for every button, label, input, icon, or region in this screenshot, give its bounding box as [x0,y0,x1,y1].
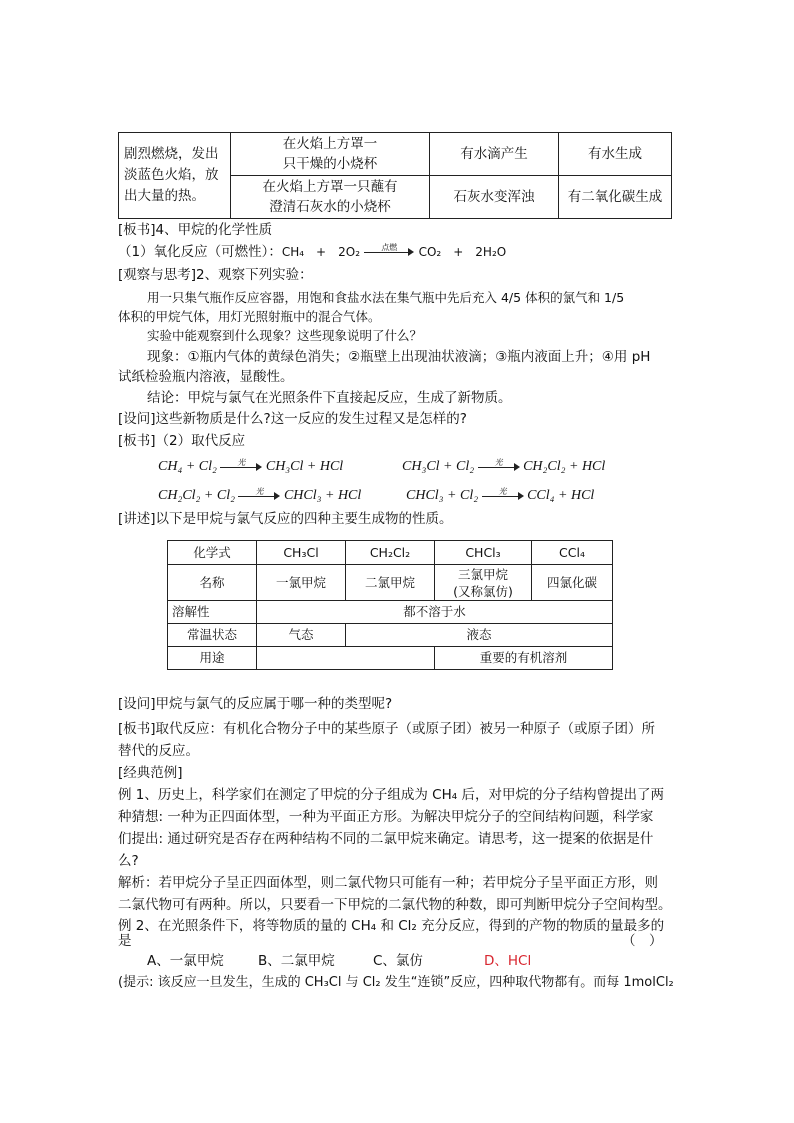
operation-cell: 在火焰上方罩一 只干燥的小烧杯 [231,133,430,176]
reaction-arrow: 光 [478,458,520,476]
example-1-text: 们提出: 通过研究是否存在两种结构不同的二氯甲烷来确定。请思考，这一提案的依据是什 [118,831,654,847]
header-ccl4: CCl₄ [532,541,613,565]
chloromethane-properties-table [167,540,613,670]
analysis-text: 解析：若甲烷分子呈正四面体型，则二氯代物只可能有一种；若甲烷分子呈平面正方形，则 [118,875,658,891]
answer-blank: （ ） [622,933,663,949]
phenomenon-cell: 剧烈燃烧，发出 淡蓝色火焰，放 出大量的热。 [119,133,231,219]
row-label-name: 名称 [168,565,257,601]
reaction-arrow: 光 [238,487,280,505]
equation-lhs: CH₄ + 2O₂ [281,245,361,259]
experiment-question: 实验中能观察到什么现象？这些现象说明了什么？ [147,328,423,343]
substitution-equation-3: CH₂Cl₂ + Cl₂ 光 CHCl₃ + HCl [158,487,362,504]
example-1-text: 例 1、历史上，科学家们在测定了甲烷的分子组成为 CH₄ 后，对甲烷的分子结构曾提出了两 [118,787,664,803]
examples-heading: [经典范例] [118,765,183,781]
name-cell: 一氯甲烷 [257,565,346,601]
name-cell: 二氯甲烷 [346,565,435,601]
header-ch2cl2: CH₂Cl₂ [346,541,435,565]
state-cell: 液态 [346,624,613,647]
option-d: D、HCl [484,953,532,969]
phenomenon-text: 试纸检验瓶内溶液，显酸性。 [118,369,294,385]
example-2-text: 例 2、在光照条件下，将等物质的量的 CH₄ 和 Cl₂ 充分反应，得到的产物的物质的量最多的 [118,918,665,934]
oxidation-equation [118,243,506,261]
question-text: [设问]甲烷与氯气的反应属于哪一种的类型呢? [118,696,393,712]
conclusion-cell: 有水生成 [559,133,672,176]
example-2-text: 是 [118,933,132,949]
observation-heading: [观察与思考]2、观察下列实验： [118,267,313,283]
header-chcl3: CHCl₃ [435,541,532,565]
example-1-text: 么? [118,853,139,869]
option-c: C、氯仿 [373,953,423,969]
question-text: [设问]这些新物质是什么?这一反应的发生过程又是怎样的? [118,411,467,427]
usage-cell: 重要的有机溶剂 [435,647,613,670]
equation-prefix: （1）氧化反应（可燃性）： [118,244,282,260]
header-formula: 化学式 [168,541,257,565]
lecture-text: [讲述]以下是甲烷与氯气反应的四种主要生成物的性质。 [118,511,453,527]
conclusion-cell: 有二氧化碳生成 [559,176,672,219]
analysis-text: 二氯代物可有两种。所以，只要看一下甲烷的二氯代物的种数，即可判断甲烷分子空间构型。 [118,897,672,913]
observation-cell: 有水滴产生 [430,133,559,176]
row-label-state: 常温状态 [168,624,257,647]
reaction-arrow: 光 [482,487,524,505]
conclusion-text: 结论：甲烷与氯气在光照条件下直接起反应，生成了新物质。 [147,390,512,406]
name-cell: 四氯化碳 [532,565,613,601]
hint-text: (提示: 该反应一旦发生，生成的 CH₃Cl 与 Cl₂ 发生“连锁”反应，四种取代物都有。而每 1molCl₂ [118,975,674,990]
option-a: A、一氯甲烷 [147,953,224,969]
experiment-text: 用一只集气瓶作反应容器，用饱和食盐水法在集气瓶中先后充入 4/5 体积的氯气和 1/5 [147,290,625,305]
experiment-text: 体积的甲烷气体，用灯光照射瓶中的混合气体。 [118,309,381,324]
phenomenon-text: 现象：①瓶内气体的黄绿色消失；②瓶壁上出现油状液滴；③瓶内液面上升；④用 pH [147,349,651,365]
header-ch3cl: CH₃Cl [257,541,346,565]
state-cell: 气态 [257,624,346,647]
reaction-arrow: 光 [220,458,262,476]
example-1-text: 种猜想: 一种为正四面体型，一种为平面正方形。为解决甲烷分子的空间结构问题，科学家 [118,809,654,825]
row-label-solubility: 溶解性 [168,601,257,624]
operation-cell: 在火焰上方罩一只蘸有 澄清石灰水的小烧杯 [231,176,430,219]
option-b: B、二氯甲烷 [258,953,335,969]
usage-cell-empty [257,647,435,670]
substitution-equation-4: CHCl₃ + Cl₂ 光 CCl₄ + HCl [406,487,595,504]
definition-text: [板书]取代反应：有机化合物分子中的某些原子（或原子团）被另一种原子（或原子团）所 [118,721,656,737]
substitution-heading: [板书]（2）取代反应 [118,433,246,449]
substitution-equation-2: CH₃Cl + Cl₂ 光 CH₂Cl₂ + HCl [402,458,606,475]
combustion-table [118,132,672,219]
solubility-cell: 都不溶于水 [257,601,613,624]
equation-rhs: CO₂ + 2H₂O [418,245,507,259]
board-note-heading: [板书]4、甲烷的化学性质 [118,222,273,238]
substitution-equation-1: CH₄ + Cl₂ 光 CH₃Cl + HCl [158,458,344,475]
definition-text: 替代的反应。 [118,743,199,759]
row-label-usage: 用途 [168,647,257,670]
name-cell: 三氯甲烷 (又称氯仿) [435,565,532,601]
reaction-arrow: 点燃 [364,243,414,261]
observation-cell: 石灰水变浑浊 [430,176,559,219]
